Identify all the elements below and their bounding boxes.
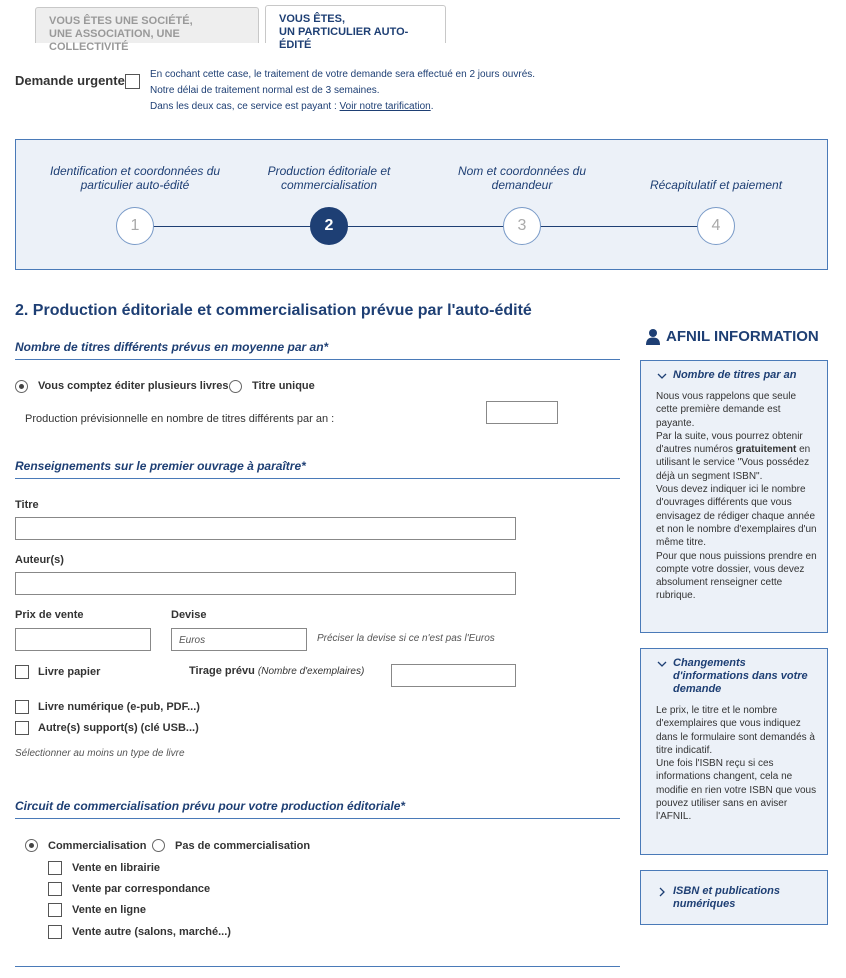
step-2-label-line1: Production éditoriale et — [267, 164, 391, 178]
titre-input[interactable] — [15, 517, 516, 540]
step-4-label — [621, 178, 811, 192]
info-box-changements-p1: Le prix, le titre et le nombre d'exemplaires que vous indiquez dans le formulaire sont demandés à titre indicatif. — [656, 705, 815, 756]
chevron-down-icon — [657, 659, 667, 669]
step-1-circle[interactable]: 1 — [116, 207, 154, 245]
page-title: 2. Production éditoriale et commercialisation prévue par l'auto-édité — [15, 302, 532, 319]
urgent-text-3-suffix: . — [430, 101, 434, 112]
info-box-titres-header[interactable] — [657, 369, 817, 382]
vente-librairie-label: Vente en librairie — [72, 862, 161, 874]
step-1-label-line1: Identification et coordonnées du — [49, 164, 221, 178]
info-box-titres-p1: Nous vous rappelons que seule cette première demande est payante. — [656, 391, 797, 429]
step-2-label-line2: commercialisation — [280, 178, 378, 192]
section-titles-count: Nombre de titres différents prévus en moyenne par an* — [15, 340, 620, 360]
autre-support-checkbox[interactable] — [15, 721, 29, 735]
info-box-changements-body — [656, 704, 817, 824]
info-box-titres-p4: Pour que nous puissions prendre en compte votre dossier, vous devez absolument renseigner cette rubrique. — [656, 550, 817, 602]
progress-stepper — [15, 139, 828, 270]
tirage-label — [189, 665, 364, 677]
devise-label: Devise — [171, 609, 207, 621]
tirage-label-hint: (Nombre d'exemplaires) — [257, 666, 365, 677]
urgent-label: Demande urgente — [15, 73, 125, 88]
section-premier-ouvrage: Renseignements sur le premier ouvrage à paraître* — [15, 459, 620, 479]
step-3-label-line1: Nom et coordonnées du — [457, 164, 587, 178]
select-type-hint: Sélectionner au moins un type de livre — [15, 748, 185, 759]
vente-correspondance-label: Vente par correspondance — [72, 883, 211, 895]
radio-plusieurs-livres[interactable] — [15, 380, 28, 393]
user-icon — [645, 328, 661, 345]
section-divider — [15, 966, 620, 967]
tirage-label-main: Tirage prévu — [189, 665, 255, 677]
radio-pas-commercialisation[interactable] — [152, 839, 165, 852]
info-box-titres-p2b: gratuitement — [735, 444, 797, 456]
vente-correspondance-checkbox[interactable] — [48, 882, 62, 896]
step-3-label-line2: demandeur — [491, 178, 553, 192]
urgent-text-2: Notre délai de traitement normal est de 3 semaines. — [150, 85, 380, 96]
vente-librairie-checkbox[interactable] — [48, 861, 62, 875]
info-box-changements-p2: Une fois l'ISBN reçu si ces informations changent, cela ne modifie en rien votre ISBN que vous pouvez utiliser sans en aviser l'AFNIL. — [656, 758, 817, 823]
devise-hint: Préciser la devise si ce n'est pas l'Euros — [317, 633, 495, 644]
info-box-titres-p2 — [656, 430, 817, 483]
step-2-label — [234, 164, 424, 192]
prix-input[interactable] — [15, 628, 151, 651]
livre-numerique-checkbox[interactable] — [15, 700, 29, 714]
stepper-connector — [150, 226, 730, 227]
radio-pas-commercialisation-label: Pas de commercialisation — [175, 840, 311, 852]
info-box-titres-p2a: Par la suite, vous pourrez obtenir d'autres numéros — [656, 430, 803, 456]
section-circuit: Circuit de commercialisation prévu pour votre production éditoriale* — [15, 799, 620, 819]
auteur-label: Auteur(s) — [15, 554, 64, 566]
chevron-down-icon — [657, 371, 667, 381]
step-2-circle[interactable]: 2 — [310, 207, 348, 245]
tarification-link[interactable]: Voir notre tarification — [339, 101, 431, 112]
radio-commercialisation-label: Commercialisation — [48, 840, 147, 852]
radio-titre-unique[interactable] — [229, 380, 242, 393]
tab-societe[interactable] — [35, 7, 259, 53]
afnil-info-title — [645, 328, 819, 345]
auteur-input[interactable] — [15, 572, 516, 595]
info-box-changements[interactable] — [640, 648, 828, 855]
step-4-circle[interactable]: 4 — [697, 207, 735, 245]
info-box-titres-p3: Vous devez indiquer ici le nombre d'ouvrages différents que vous envisagez de rédiger chaque année et non le nombre d'exemplaires d'un même titre. — [656, 484, 817, 549]
production-input[interactable] — [486, 401, 558, 424]
afnil-info-title-text: AFNIL INFORMATION — [666, 328, 819, 345]
titre-label: Titre — [15, 499, 39, 511]
tab-societe-line1: VOUS ÊTES UNE SOCIÉTÉ, — [49, 15, 193, 27]
tab-particulier-line2: UN PARTICULIER AUTO-ÉDITÉ — [279, 26, 409, 51]
radio-plusieurs-livres-label: Vous comptez éditer plusieurs livres — [38, 380, 229, 392]
vente-autre-label: Vente autre (salons, marché...) — [72, 926, 231, 938]
info-box-titres-head-text: Nombre de titres par an — [673, 369, 797, 381]
info-box-titres-body — [656, 390, 817, 603]
step-3-label — [427, 164, 617, 192]
info-box-titres[interactable] — [640, 360, 828, 633]
info-box-isbn-head-text: ISBN et publications numériques — [673, 885, 780, 910]
info-box-isbn[interactable] — [640, 870, 828, 925]
info-box-titres-p2c: en utilisant le service "Vous possédez déjà un segment ISBN". — [656, 444, 811, 482]
livre-numerique-label: Livre numérique (e-pub, PDF...) — [38, 701, 200, 713]
tab-particulier-line1: VOUS ÊTES, — [279, 13, 346, 25]
info-box-changements-header[interactable] — [657, 657, 817, 696]
step-1-label — [40, 164, 230, 192]
devise-input[interactable]: Euros — [171, 628, 307, 651]
radio-commercialisation[interactable] — [25, 839, 38, 852]
urgent-text-3-prefix: Dans les deux cas, ce service est payant : — [150, 101, 340, 112]
vente-autre-checkbox[interactable] — [48, 925, 62, 939]
prix-label: Prix de vente — [15, 609, 84, 621]
urgent-text-3 — [150, 99, 434, 115]
step-3-circle[interactable]: 3 — [503, 207, 541, 245]
urgent-checkbox[interactable] — [125, 74, 140, 89]
step-1-label-line2: particulier auto-édité — [80, 178, 190, 192]
step-4-label-line1: Récapitulatif et paiement — [649, 178, 783, 192]
tab-particulier[interactable] — [265, 5, 446, 51]
livre-papier-checkbox[interactable] — [15, 665, 29, 679]
production-label: Production prévisionnelle en nombre de titres différents par an : — [25, 413, 335, 425]
livre-papier-label: Livre papier — [38, 666, 101, 678]
tab-societe-line2: UNE ASSOCIATION, UNE COLLECTIVITÉ — [49, 28, 180, 53]
vente-en-ligne-checkbox[interactable] — [48, 903, 62, 917]
autre-support-label: Autre(s) support(s) (clé USB...) — [38, 722, 199, 734]
urgent-text-1: En cochant cette case, le traitement de votre demande sera effectué en 2 jours ouvrés. — [150, 69, 536, 80]
chevron-right-icon — [657, 887, 667, 897]
vente-en-ligne-label: Vente en ligne — [72, 904, 146, 916]
radio-titre-unique-label: Titre unique — [252, 380, 315, 392]
info-box-changements-head-text: Changements d'informations dans votre demande — [673, 657, 808, 695]
tirage-input[interactable] — [391, 664, 516, 687]
info-box-isbn-header[interactable] — [657, 885, 817, 911]
